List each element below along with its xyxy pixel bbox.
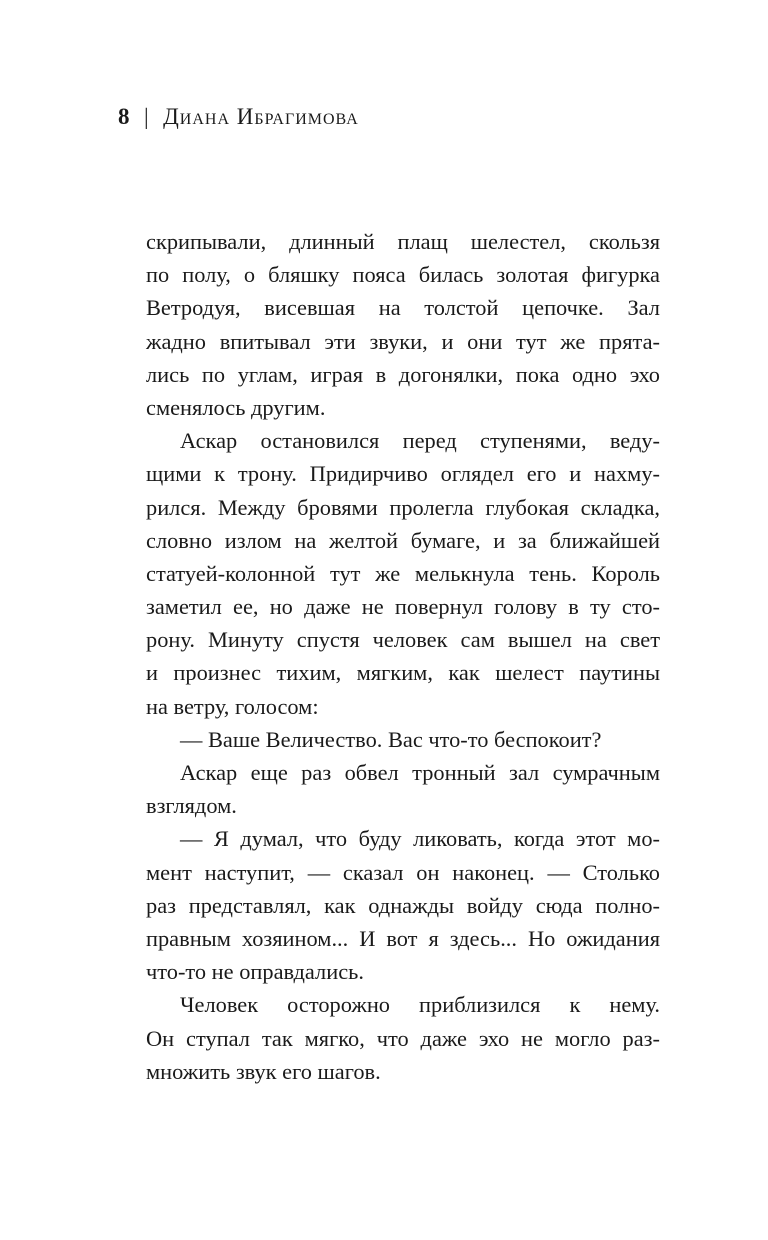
text-line: по полу, о бляшку пояса билась золотая фигурка [146, 262, 660, 288]
text-line: словно излом на желтой бумаге, и за ближайшей [146, 527, 660, 553]
body-text [146, 225, 660, 1088]
text-line: и произнес тихим, мягким, как шелест паутины [146, 660, 660, 686]
text-line: на ветру, голосом: [146, 693, 319, 719]
text-line: скрипывали, длинный плащ шелестел, скользя [146, 229, 660, 254]
text-line: рился. Между бровями пролегла глубокая складка, [146, 494, 660, 520]
text-line: заметил ее, но даже не повернул голову в ту сто- [146, 594, 660, 620]
text-line: Аскар еще раз обвел тронный зал сумрачным [180, 760, 660, 785]
text-line: рону. Минуту спустя человек сам вышел на свет [146, 627, 660, 653]
text-line: раз представлял, как однажды войду сюда полно- [146, 892, 660, 918]
text-line: Ветродуя, висевшая на толстой цепочке. Зал [146, 295, 660, 321]
text-line: жадно впитывал эти звуки, и они тут же прята- [146, 328, 660, 354]
text-line: множить звук его шагов. [146, 1058, 381, 1084]
page-number: 8 [118, 104, 130, 129]
text-line: Человек осторожно приблизился к нему. [180, 992, 660, 1018]
text-line: — Ваше Величество. Вас что-то беспокоит? [180, 726, 602, 752]
author-name: Диана Ибрагимова [163, 104, 359, 129]
text-line: Он ступал так мягко, что даже эхо не могло раз- [146, 1025, 660, 1051]
header-separator: | [144, 104, 150, 129]
text-line: — Я думал, что буду ликовать, когда этот мо- [180, 826, 660, 852]
text-line: взглядом. [146, 793, 237, 819]
text-line: щими к трону. Придирчиво оглядел его и нахму- [146, 461, 660, 487]
text-line: статуей-колонной тут же мелькнула тень. Король [146, 560, 660, 586]
text-line: лись по углам, играя в догонялки, пока одно эхо [146, 361, 660, 387]
text-line: Аскар остановился перед ступенями, веду- [180, 428, 660, 454]
text-line: мент наступит, — сказал он наконец. — Столько [146, 859, 660, 885]
text-line: правным хозяином... И вот я здесь... Но ожидания [146, 925, 660, 951]
text-line: что-то не оправдались. [146, 959, 364, 985]
running-head [118, 104, 359, 130]
text-line: сменялось другим. [146, 394, 326, 420]
